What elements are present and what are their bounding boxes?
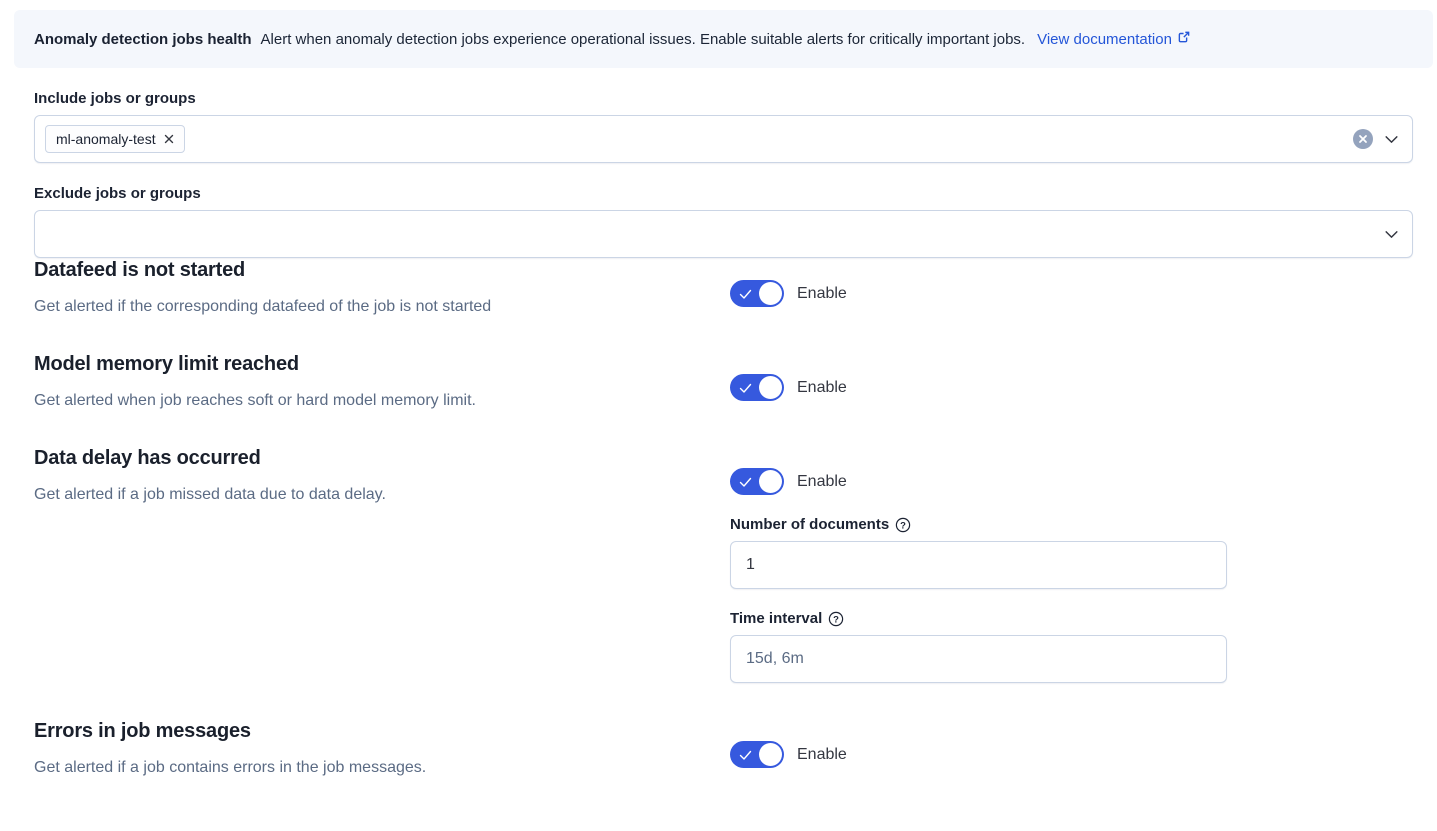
section-description: Get alerted if a job contains errors in the job messages. [34, 759, 427, 776]
close-icon[interactable] [163, 133, 175, 145]
include-jobs-label: Include jobs or groups [34, 90, 196, 107]
include-jobs-combobox[interactable] [34, 115, 1413, 163]
switch-label: Enable [797, 378, 847, 396]
section-data-delay [34, 446, 1413, 683]
health-callout [14, 10, 1433, 68]
exclude-jobs-combobox[interactable] [34, 210, 1413, 258]
check-icon [739, 288, 752, 303]
time-interval-label: Time interval [730, 610, 823, 627]
switch-thumb [759, 743, 782, 766]
external-link-icon [1177, 30, 1191, 48]
section-description: Get alerted if a job missed data due to data delay. [34, 486, 386, 503]
callout-title: Anomaly detection jobs health [34, 30, 252, 48]
check-icon [739, 476, 752, 491]
view-documentation-label: View documentation [1037, 30, 1172, 48]
section-title: Data delay has occurred [34, 447, 261, 469]
selected-job-pill-label: ml-anomaly-test [56, 131, 156, 147]
section-description: Get alerted if the corresponding datafeed of the job is not started [34, 298, 492, 315]
switch-thumb [759, 470, 782, 493]
switch-label: Enable [797, 284, 847, 302]
exclude-jobs-label: Exclude jobs or groups [34, 185, 201, 202]
section-title: Datafeed is not started [34, 259, 246, 281]
switch-thumb [759, 376, 782, 399]
enable-switch[interactable] [730, 280, 784, 307]
question-icon[interactable] [895, 517, 911, 533]
check-icon [739, 749, 752, 764]
switch-label: Enable [797, 472, 847, 490]
view-documentation-link[interactable] [1037, 30, 1191, 48]
svg-text:?: ? [833, 614, 840, 626]
section-model-memory-limit [34, 352, 1413, 410]
section-description: Get alerted when job reaches soft or hard model memory limit. [34, 392, 476, 409]
enable-switch[interactable] [730, 374, 784, 401]
clear-selection-button[interactable] [1353, 129, 1373, 149]
switch-thumb [759, 282, 782, 305]
number-of-documents-label: Number of documents [730, 516, 890, 533]
section-datafeed-not-started [34, 258, 1413, 316]
time-interval-input[interactable] [730, 635, 1227, 683]
callout-description: Alert when anomaly detection jobs experience operational issues. Enable suitable alerts for critically important jobs. [260, 30, 1026, 48]
enable-switch[interactable] [730, 468, 784, 495]
section-title: Model memory limit reached [34, 353, 299, 375]
section-title: Errors in job messages [34, 720, 251, 742]
section-errors-in-job-messages [34, 719, 1413, 777]
switch-label: Enable [797, 745, 847, 763]
question-icon[interactable] [828, 611, 844, 627]
clear-icon [1358, 132, 1368, 147]
chevron-down-icon[interactable] [1383, 226, 1400, 243]
svg-text:?: ? [900, 520, 907, 532]
number-of-documents-input[interactable] [730, 541, 1227, 589]
selected-job-pill [45, 125, 185, 153]
enable-switch[interactable] [730, 741, 784, 768]
check-icon [739, 382, 752, 397]
chevron-down-icon[interactable] [1383, 131, 1400, 148]
